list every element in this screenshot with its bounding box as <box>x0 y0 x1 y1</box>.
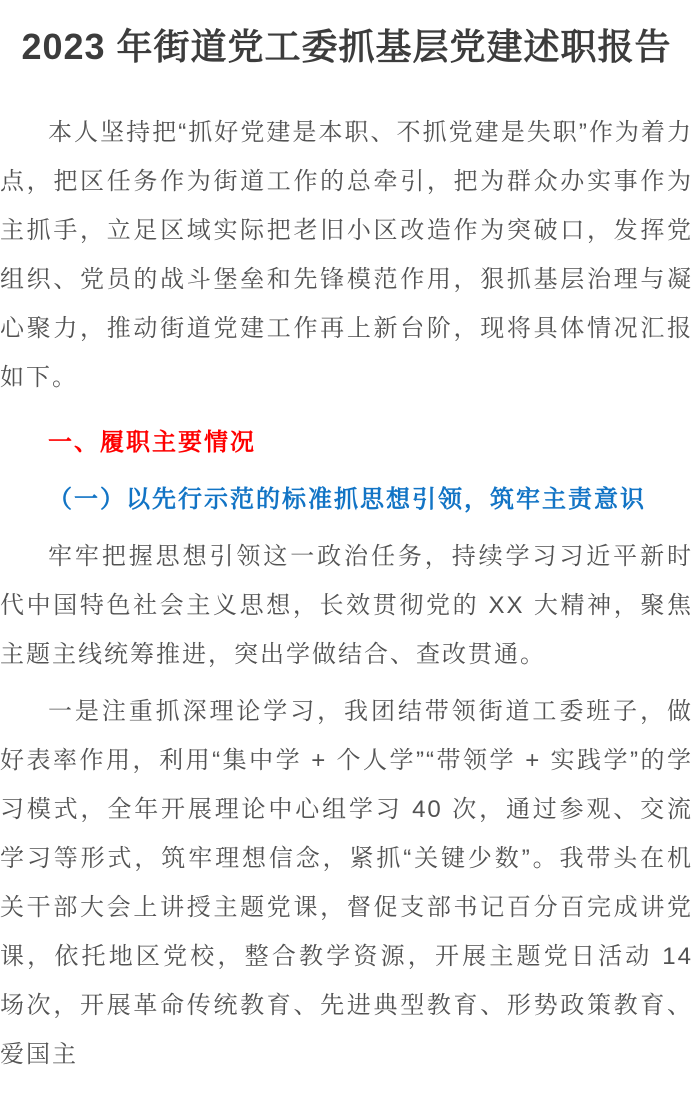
body-paragraph: 牢牢把握思想引领这一政治任务，持续学习习近平新时代中国特色社会主义思想，长效贯彻党的 XX 大精神，聚焦主题主线统筹推进，突出学做结合、查改贯通。 <box>0 543 693 668</box>
section-heading: 一、履职主要情况 <box>48 429 256 456</box>
report-title: 2023 年街道党工委抓基层党建述职报告 <box>21 26 672 67</box>
subsection-heading: （一）以先行示范的标准抓思想引领，筑牢主责意识 <box>48 486 646 513</box>
intro-paragraph: 本人坚持把“抓好党建是本职、不抓党建是失职”作为着力点，把区任务作为街道工作的总牵引，把为群众办实事作为主抓手，立足区域实际把老旧小区改造作为突破口，发挥党组织、党员的战斗堡垒和先锋模范作用，狠抓基层治理与凝心聚力，推动街道党建工作再上新台阶，现将具体情况汇报如下。 <box>0 119 693 391</box>
body-paragraph-truncated: 一是注重抓深理论学习，我团结带领街道工委班子，做好表率作用，利用“集中学 + 个人学”“带领学 + 实践学”的学习模式，全年开展理论中心组学习 40 次，通过参观、交流学习等形式，筑牢理想信念，紧抓“关键少数”。我带头在机关干部大会上讲授主题党课，督促支部书记百分百完成讲党课，依托地区党校，整合教学资源，开展主题党日活动 14 场次，开展革命传统教育、先进典型教育、形势政策教育、爱国主 <box>0 698 693 1068</box>
